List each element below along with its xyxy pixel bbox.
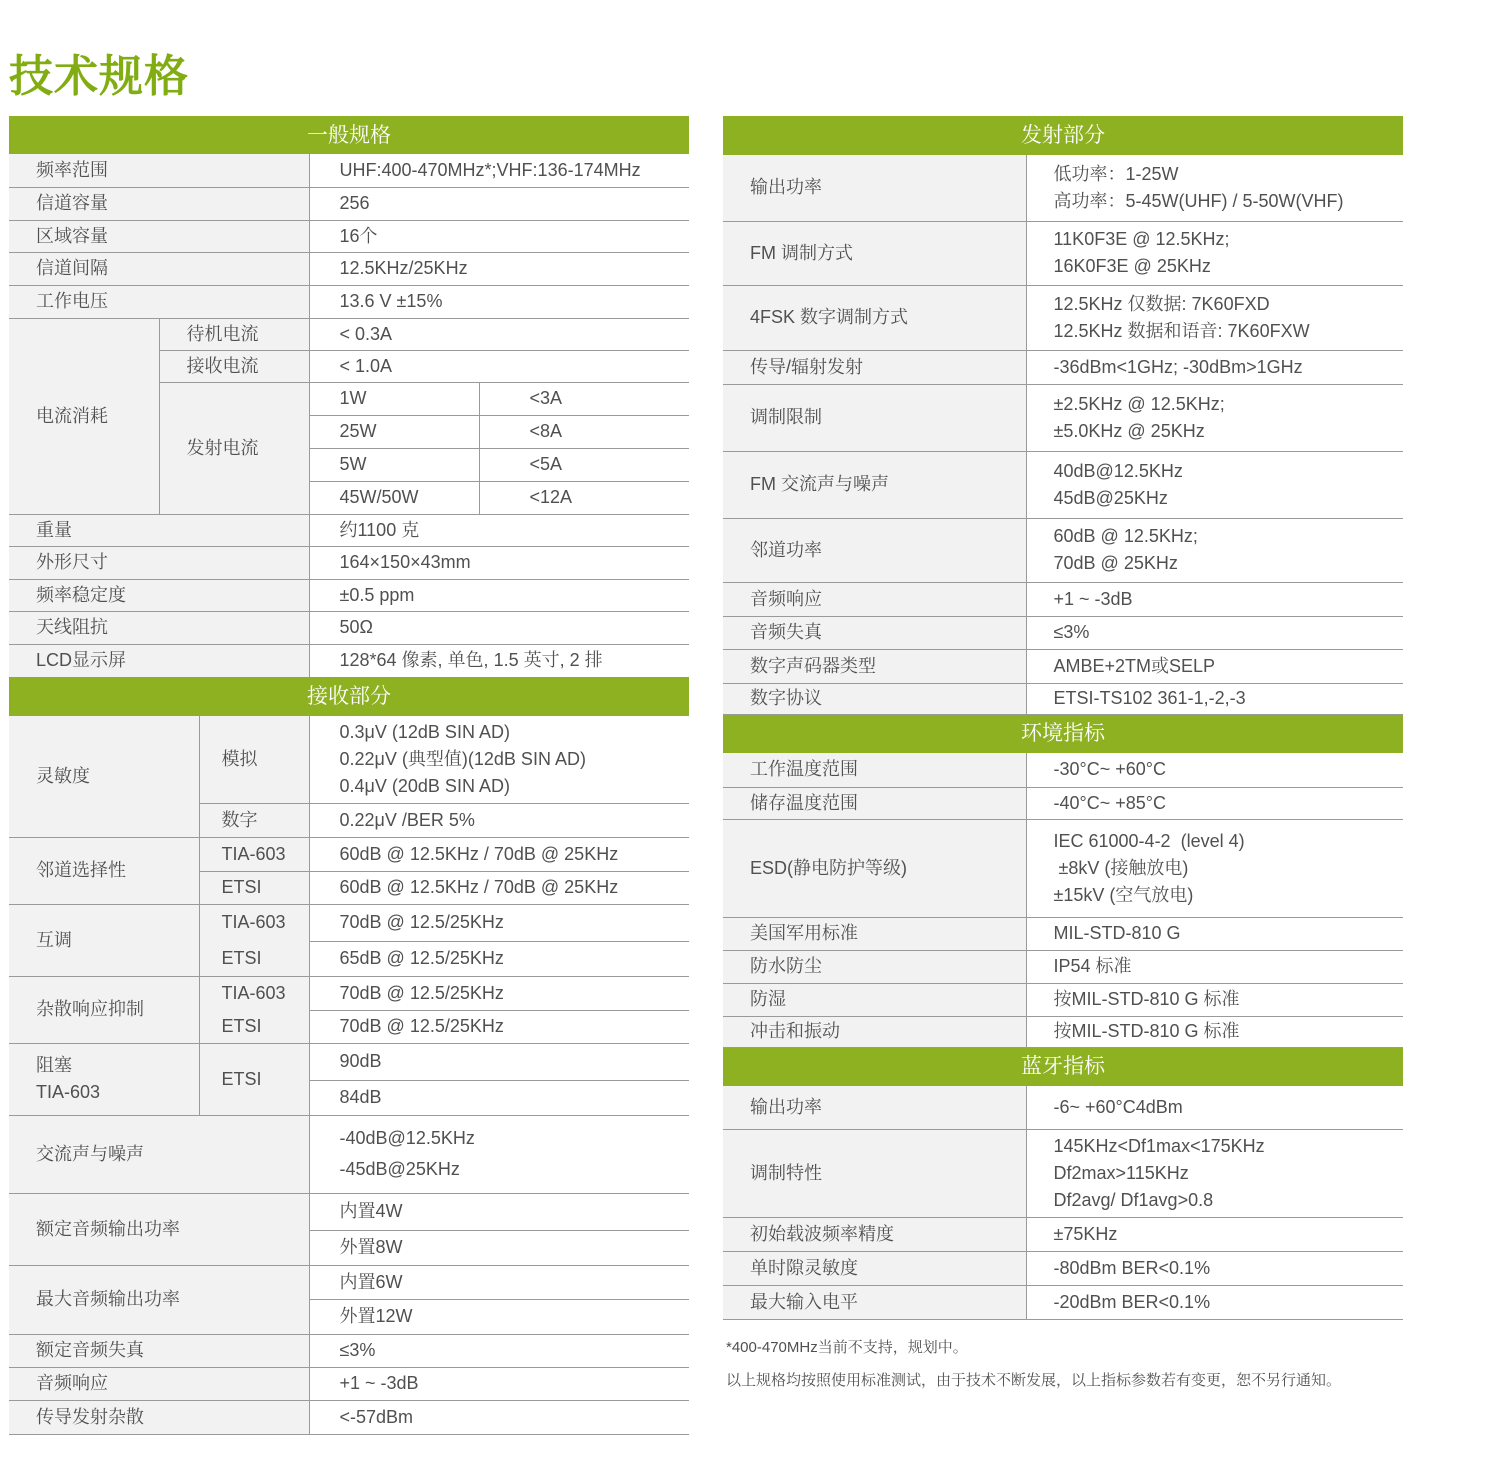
spec-row — [9, 579, 689, 611]
spec-value: 60dB @ 12.5KHz / 70dB @ 25KHz — [309, 871, 689, 904]
spec-row — [723, 1217, 1403, 1251]
spec-label: 邻道功率 — [723, 518, 1026, 582]
value-line: ≤3% — [1053, 622, 1090, 642]
spec-value: 256 — [309, 187, 689, 220]
spec-row — [723, 384, 1403, 451]
section-header-environment — [723, 714, 1403, 753]
value-line: IEC 61000-4-2 (level 4) — [1053, 830, 1245, 851]
spec-row — [9, 252, 689, 285]
spec-row — [723, 221, 1403, 285]
spec-label: 储存温度范围 — [723, 787, 1026, 819]
spec-row — [723, 518, 1403, 582]
spec-label: 外形尺寸 — [9, 546, 309, 579]
spec-row — [9, 285, 689, 318]
value-line: -30°C~ +60°C — [1053, 759, 1166, 780]
spec-value — [1026, 819, 1403, 917]
spec-label: 调制限制 — [723, 384, 1026, 451]
spec-value — [1026, 384, 1403, 451]
spec-value: 70dB @ 12.5/25KHz — [309, 976, 689, 1010]
spec-row — [723, 983, 1403, 1016]
left-spec-table — [9, 116, 689, 1435]
spec-row — [9, 1043, 689, 1080]
spec-row — [723, 787, 1403, 819]
spec-row — [9, 644, 689, 677]
spec-value: < 1.0A — [309, 350, 689, 382]
spec-row — [9, 1367, 689, 1400]
spec-label: 工作温度范围 — [723, 753, 1026, 787]
spec-value — [1026, 983, 1403, 1016]
spec-std: ETSI — [199, 941, 309, 976]
spec-sublabel: 发射电流 — [159, 382, 309, 514]
spec-value: 12.5KHz/25KHz — [309, 252, 689, 285]
spec-label: 交流声与噪声 — [9, 1115, 309, 1193]
spec-value: +1 ~ -3dB — [309, 1367, 689, 1400]
spec-value: < 0.3A — [309, 318, 689, 350]
spec-label — [9, 1043, 199, 1115]
value-line: ±75KHz — [1053, 1223, 1118, 1244]
spec-label: 调制特性 — [723, 1129, 1026, 1217]
value-line: ±15kV (空气放电) — [1053, 884, 1194, 905]
page-title: 技术规格 — [9, 52, 189, 101]
spec-row — [9, 514, 689, 546]
spec-row — [9, 904, 689, 941]
value-line: 按MIL-STD-810 G 标准 — [1053, 1021, 1240, 1041]
spec-value — [1026, 683, 1403, 714]
value-line: 145KHz<Df1max<175KHz — [1053, 1135, 1265, 1156]
value-line: +1 ~ -3dB — [1053, 588, 1133, 609]
spec-row — [723, 1129, 1403, 1217]
spec-value: 16个 — [309, 220, 689, 252]
spec-label: 邻道选择性 — [9, 837, 199, 904]
spec-label: 冲击和振动 — [723, 1016, 1026, 1047]
spec-value: 164×150×43mm — [309, 546, 689, 579]
spec-value: 50Ω — [309, 611, 689, 644]
spec-value: 外置8W — [309, 1230, 689, 1265]
spec-value — [1026, 582, 1403, 616]
spec-row — [9, 1400, 689, 1434]
tx-power: 25W — [309, 415, 479, 448]
spec-value — [1026, 451, 1403, 518]
spec-value — [1026, 1217, 1403, 1251]
spec-label: FM 调制方式 — [723, 221, 1026, 285]
spec-label: 天线阻抗 — [9, 611, 309, 644]
value-line: -80dBm BER<0.1% — [1053, 1257, 1211, 1278]
value-line: AMBE+2TM或SELP — [1053, 655, 1216, 676]
section-title: 接收部分 — [9, 677, 689, 716]
spec-std: TIA-603 — [199, 976, 309, 1010]
tx-current: <8A — [479, 415, 689, 448]
value-line: Df2max>115KHz — [1053, 1162, 1189, 1183]
spec-std: ETSI — [199, 1010, 309, 1043]
spec-label: 传导/辐射发射 — [723, 350, 1026, 384]
spec-label: 频率范围 — [9, 154, 309, 187]
spec-value — [1026, 155, 1403, 221]
spec-label: 传导发射杂散 — [9, 1400, 309, 1434]
footnotes — [726, 1336, 1341, 1402]
value-line: MIL-STD-810 G — [1053, 923, 1181, 943]
spec-label: 单时隙灵敏度 — [723, 1251, 1026, 1285]
spec-label: 互调 — [9, 904, 199, 976]
spec-label: LCD显示屏 — [9, 644, 309, 677]
value-line: -6~ +60°C4dBm — [1053, 1096, 1183, 1117]
value-line: 0.3μV (12dB SIN AD) — [339, 721, 510, 742]
value-line: 16K0F3E @ 25KHz — [1053, 256, 1211, 276]
spec-label: 信道间隔 — [9, 252, 309, 285]
spec-row — [9, 837, 689, 871]
section-title: 环境指标 — [723, 714, 1403, 753]
value-line: 40dB@12.5KHz — [1053, 460, 1183, 481]
spec-value: <-57dBm — [309, 1400, 689, 1434]
value-line: ±2.5KHz @ 12.5KHz; — [1053, 393, 1225, 414]
spec-value — [1026, 787, 1403, 819]
spec-row — [9, 546, 689, 579]
value-line: -36dBm<1GHz; -30dBm>1GHz — [1053, 356, 1303, 377]
spec-value — [1026, 950, 1403, 983]
spec-value — [1026, 616, 1403, 649]
spec-value: 约1100 克 — [309, 514, 689, 546]
spec-label: 区域容量 — [9, 220, 309, 252]
spec-row — [9, 1265, 689, 1299]
value-line: -45dB@25KHz — [339, 1159, 460, 1179]
spec-label: 灵敏度 — [9, 716, 199, 837]
right-spec-body — [723, 116, 1403, 1319]
spec-label: 最大音频输出功率 — [9, 1265, 309, 1334]
value-line: 60dB @ 12.5KHz; — [1053, 526, 1198, 546]
spec-label: 最大输入电平 — [723, 1285, 1026, 1319]
value-line: -20dBm BER<0.1% — [1053, 1291, 1211, 1312]
spec-value: 70dB @ 12.5/25KHz — [309, 904, 689, 941]
spec-row — [723, 819, 1403, 917]
value-line: -40°C~ +85°C — [1053, 792, 1166, 813]
spec-label: 音频响应 — [9, 1367, 309, 1400]
spec-std: ETSI — [199, 1043, 309, 1115]
spec-row — [723, 155, 1403, 221]
spec-value — [1026, 1086, 1403, 1129]
spec-label: 音频响应 — [723, 582, 1026, 616]
spec-std: TIA-603 — [199, 904, 309, 941]
spec-row — [9, 154, 689, 187]
spec-value — [1026, 518, 1403, 582]
value-line: 0.4μV (20dB SIN AD) — [339, 775, 510, 796]
spec-label: 重量 — [9, 514, 309, 546]
spec-row — [723, 917, 1403, 950]
spec-label: 防水防尘 — [723, 950, 1026, 983]
value-line: 11K0F3E @ 12.5KHz; — [1053, 229, 1230, 249]
spec-value: 60dB @ 12.5KHz / 70dB @ 25KHz — [309, 837, 689, 871]
spec-value — [1026, 221, 1403, 285]
value-line: ±5.0KHz @ 25KHz — [1053, 420, 1205, 441]
spec-row — [9, 976, 689, 1010]
spec-row — [9, 1334, 689, 1367]
spec-value: 内置6W — [309, 1265, 689, 1299]
spec-row — [723, 1251, 1403, 1285]
spec-row — [723, 950, 1403, 983]
spec-value — [1026, 649, 1403, 683]
spec-row — [723, 1086, 1403, 1129]
spec-row — [9, 318, 689, 350]
label-line: TIA-603 — [36, 1082, 101, 1102]
label-line: 阻塞 — [36, 1055, 72, 1075]
spec-value: 128*64 像素, 单色, 1.5 英寸, 2 排 — [309, 644, 689, 677]
tx-current: <3A — [479, 382, 689, 415]
section-header-receiver — [9, 677, 689, 716]
footnote: 以上规格均按照使用标准测试，由于技术不断发展，以上指标参数若有变更，恕不另行通知。 — [726, 1372, 1342, 1389]
spec-label: 信道容量 — [9, 187, 309, 220]
value-line: Df2avg/ Df1avg>0.8 — [1053, 1189, 1214, 1210]
spec-label: 杂散响应抑制 — [9, 976, 199, 1043]
spec-label: 4FSK 数字调制方式 — [723, 285, 1026, 350]
spec-std: ETSI — [199, 871, 309, 904]
spec-label: 额定音频输出功率 — [9, 1193, 309, 1265]
spec-row — [723, 350, 1403, 384]
spec-value: UHF:400-470MHz*;VHF:136-174MHz — [309, 154, 689, 187]
spec-row — [723, 616, 1403, 649]
tx-current: <5A — [479, 448, 689, 481]
value-line: 12.5KHz 数据和语音: 7K60FXW — [1053, 320, 1310, 341]
spec-value: 13.6 V ±15% — [309, 285, 689, 318]
spec-row — [723, 753, 1403, 787]
spec-row — [9, 716, 689, 803]
spec-value — [1026, 1251, 1403, 1285]
spec-label: 电流消耗 — [9, 318, 159, 514]
value-line: ETSI-TS102 361-1,-2,-3 — [1053, 688, 1246, 708]
spec-label: 防湿 — [723, 983, 1026, 1016]
value-line: -40dB@12.5KHz — [339, 1128, 475, 1148]
spec-value: 90dB — [309, 1043, 689, 1080]
tx-power: 45W/50W — [309, 481, 479, 514]
section-title: 一般规格 — [9, 116, 689, 154]
spec-row — [723, 649, 1403, 683]
spec-value — [1026, 350, 1403, 384]
spec-std: TIA-603 — [199, 837, 309, 871]
spec-label: 数字声码器类型 — [723, 649, 1026, 683]
section-header-bluetooth — [723, 1047, 1403, 1086]
spec-value — [1026, 1285, 1403, 1319]
spec-sublabel: 待机电流 — [159, 318, 309, 350]
spec-label: 初始载波频率精度 — [723, 1217, 1026, 1251]
spec-value-multi — [309, 1115, 689, 1193]
spec-value: 内置4W — [309, 1193, 689, 1230]
spec-row — [723, 451, 1403, 518]
spec-label: 数字协议 — [723, 683, 1026, 714]
spec-value: 70dB @ 12.5/25KHz — [309, 1010, 689, 1043]
spec-row — [9, 611, 689, 644]
spec-row — [723, 582, 1403, 616]
spec-row — [723, 1285, 1403, 1319]
spec-value: 0.22μV /BER 5% — [309, 803, 689, 837]
spec-label: 工作电压 — [9, 285, 309, 318]
spec-value: 65dB @ 12.5/25KHz — [309, 941, 689, 976]
tx-current: <12A — [479, 481, 689, 514]
value-line: 低功率：1-25W — [1053, 163, 1179, 184]
spec-sublabel: 模拟 — [199, 716, 309, 803]
spec-sublabel: 接收电流 — [159, 350, 309, 382]
spec-label: 额定音频失真 — [9, 1334, 309, 1367]
tx-power: 5W — [309, 448, 479, 481]
spec-value — [1026, 1129, 1403, 1217]
spec-label: 美国军用标准 — [723, 917, 1026, 950]
value-line: 0.22μV (典型值)(12dB SIN AD) — [339, 748, 586, 769]
spec-value — [1026, 285, 1403, 350]
spec-label: ESD(静电防护等级) — [723, 819, 1026, 917]
spec-row — [9, 220, 689, 252]
value-line: 45dB@25KHz — [1053, 487, 1168, 508]
spec-label: 频率稳定度 — [9, 579, 309, 611]
section-title: 发射部分 — [723, 116, 1403, 155]
right-spec-table — [723, 116, 1403, 1320]
tx-power: 1W — [309, 382, 479, 415]
value-line: 高功率：5-45W(UHF) / 5-50W(VHF) — [1053, 190, 1344, 211]
section-header-transmitter — [723, 116, 1403, 155]
spec-row — [723, 1016, 1403, 1047]
spec-value — [1026, 753, 1403, 787]
spec-value — [1026, 1016, 1403, 1047]
spec-row — [9, 1193, 689, 1230]
spec-label: 输出功率 — [723, 1086, 1026, 1129]
section-title: 蓝牙指标 — [723, 1047, 1403, 1086]
spec-label: 输出功率 — [723, 155, 1026, 221]
spec-sublabel: 数字 — [199, 803, 309, 837]
spec-value: ±0.5 ppm — [309, 579, 689, 611]
footnote: *400-470MHz当前不支持，规划中。 — [726, 1339, 968, 1356]
spec-label: 音频失真 — [723, 616, 1026, 649]
spec-row — [9, 1115, 689, 1193]
spec-row — [723, 285, 1403, 350]
spec-row — [723, 683, 1403, 714]
spec-value: ≤3% — [309, 1334, 689, 1367]
spec-value — [1026, 917, 1403, 950]
value-line: 12.5KHz 仅数据: 7K60FXD — [1053, 293, 1270, 314]
value-line: IP54 标准 — [1053, 956, 1132, 976]
spec-value: 外置12W — [309, 1299, 689, 1334]
spec-value: 84dB — [309, 1080, 689, 1115]
spec-label: FM 交流声与噪声 — [723, 451, 1026, 518]
spec-row — [9, 187, 689, 220]
section-header-general — [9, 116, 689, 154]
value-line: ±8kV (接触放电) — [1053, 857, 1189, 878]
value-line: 70dB @ 25KHz — [1053, 553, 1178, 573]
value-line: 按MIL-STD-810 G 标准 — [1053, 989, 1240, 1009]
spec-value-multi — [309, 716, 689, 803]
